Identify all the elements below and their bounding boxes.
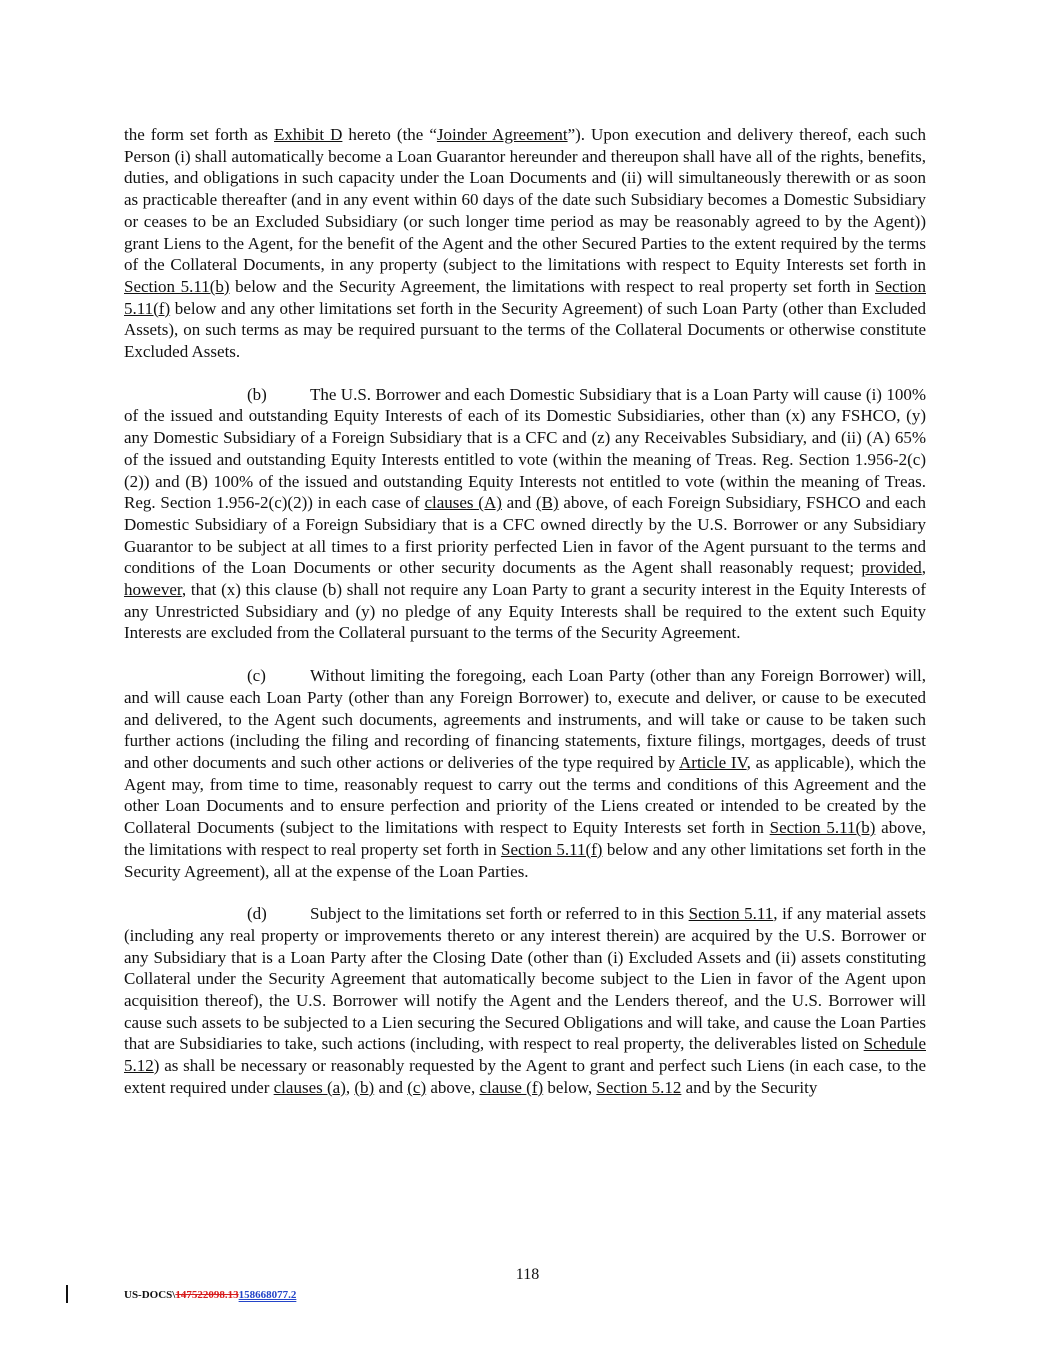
text-run: above, the limitations with respect to real property set forth in bbox=[124, 818, 926, 859]
text-run: ) as shall be necessary or reasonably requested by the Agent to grant and perfect such Liens (in each case, to the extent required under bbox=[124, 1056, 926, 1097]
change-bar bbox=[66, 1285, 68, 1303]
text-run: , that (x) this clause (b) shall not require any Loan Party to grant a security interest in the Equity Interests of any Unrestricted Subsidiary and (y) no pledge of any Equity Interests shall be required to the extent such Equity Interests are excluded from the Collateral pursuant to the terms of the Security Agreement. bbox=[124, 580, 926, 643]
text-run: , bbox=[345, 1077, 355, 1097]
cross-reference: Section 5.11(b) bbox=[769, 818, 876, 838]
text-run: ”). Upon execution and delivery thereof, each such Person (i) shall automatically become a Loan Guarantor hereunder and thereupon shall have all of the rights, benefits, duties, and obligations in such capacity under the Loan Documents and (ii) will simultaneously therewith or as soon as practicable thereafter (and in any event within 60 days of the date such Subsidiary becomes a Domestic Subsidiary or ceases to be an Excluded Subsidiary (or such longer time period as may be reasonably agreed to by the Agent)) grant Liens to the Agent, for the benefit of the Agent and the other Secured Parties to the extent required by the terms of the Collateral Documents, in any property (subject to the limitations with respect to Equity Interests set forth in bbox=[124, 125, 926, 275]
text-run: Subject to the limitations set forth or referred to in this bbox=[310, 904, 689, 924]
cross-reference: Exhibit D bbox=[274, 125, 343, 144]
cross-reference: provided bbox=[861, 558, 922, 578]
paragraph-d bbox=[124, 903, 926, 1098]
text-run: below and any other limitations set forth in the Security Agreement) of such Loan Party (other than Excluded Assets), on such terms as may be required pursuant to the terms of the Collateral Documents or otherwise constitute Excluded Assets. bbox=[124, 298, 926, 362]
cross-reference: however bbox=[124, 580, 182, 600]
cross-reference: Schedule 5.12 bbox=[124, 1034, 926, 1076]
cross-reference: Joinder Agreement bbox=[436, 125, 568, 144]
document-id-footer bbox=[124, 1289, 296, 1301]
cross-reference: clauses (A) bbox=[424, 493, 502, 513]
text-run: , bbox=[921, 558, 926, 578]
text-run: below and any other limitations set forth in the Security Agreement), all at the expense of the Loan Parties. bbox=[124, 839, 926, 881]
cross-reference: Section 5.12 bbox=[596, 1077, 682, 1097]
text-run: hereto (the “ bbox=[342, 125, 437, 144]
paragraph-a-cont bbox=[124, 124, 926, 363]
text-run: and by the Security bbox=[681, 1077, 818, 1097]
text-run: and bbox=[501, 493, 536, 513]
footer-inserted-id: 158668077.2 bbox=[238, 1289, 297, 1301]
text-run: The U.S. Borrower and each Domestic Subsidiary that is a Loan Party will cause (i) 100% of the issued and outstanding Equity Interests of each of its Domestic Subsidiaries, other than (x) any FSHCO, (y) any Domestic Subsidiary of a Foreign Subsidiary that is a CFC and (z) any Receivables Subsidiary, and (ii) (A) 65% of the issued and outstanding Equity Interests entitled to vote (within the meaning of Treas. Reg. Section 1.956-2(c)(2)) and (B) 100% of the issued and outstanding Equity Interests not entitled to vote (within the meaning of Treas. Reg. Section 1.956-2(c)(2)) in each case of bbox=[124, 384, 926, 513]
cross-reference: clause (f) bbox=[479, 1077, 544, 1097]
cross-reference: Article IV bbox=[679, 752, 747, 772]
text-run: and bbox=[374, 1077, 408, 1097]
text-run: the form set forth as bbox=[124, 125, 275, 144]
text-run: below, bbox=[543, 1077, 597, 1097]
clause-label: (d) bbox=[247, 904, 267, 924]
clause-label: (b) bbox=[247, 384, 267, 404]
footer-prefix: US-DOCS\ bbox=[124, 1289, 176, 1301]
text-run: , as applicable), which the Agent may, from time to time, reasonably request to carry out the terms and conditions of this Agreement and the other Loan Documents and to ensure perfection and priority of the Liens created or intended to be created by the Collateral Documents (subject to the limitations with respect to Equity Interests set forth in bbox=[124, 752, 926, 838]
document-body bbox=[124, 124, 926, 1120]
paragraph-c bbox=[124, 665, 926, 882]
clause-label: (c) bbox=[247, 666, 266, 686]
text-run: above, of each Foreign Subsidiary, FSHCO and each Domestic Subsidiary of a Foreign Subsidiary that is a CFC owned directly by the U.S. Borrower or any Subsidiary Guarantor to be subject at all times to a first priority perfected Lien in favor of the Agent pursuant to the terms and conditions of the Loan Documents or other security documents as the Agent shall reasonably request; bbox=[124, 493, 927, 578]
text-run: Without limiting the foregoing, each Loan Party (other than any Foreign Borrower) will, and will cause each Loan Party (other than any Foreign Borrower) to, execute and deliver, or cause to be executed and delivered, to the Agent such documents, agreements and instruments, and will take or cause to be taken such further actions (including the filing and recording of financing statements, fixture filings, mortgages, deeds of trust and other documents and such other actions or deliveries of the type required by bbox=[124, 666, 926, 772]
text-run: above, bbox=[426, 1077, 480, 1097]
cross-reference: (B) bbox=[535, 493, 559, 513]
footer-deleted-id: 147522098.13 bbox=[175, 1289, 239, 1301]
cross-reference: Section 5.11(b) bbox=[124, 276, 230, 296]
cross-reference: Section 5.11 bbox=[688, 904, 774, 924]
cross-reference: (c) bbox=[407, 1077, 427, 1097]
paragraph-b bbox=[124, 384, 926, 644]
text-run: , if any material assets (including any real property or improvements thereto or any interest therein) are acquired by the U.S. Borrower or any Subsidiary that is a Loan Party after the Closing Date (other than (i) Excluded Assets and (ii) assets constituting Collateral under the Security Agreement that automatically become subject to the Lien in favor of the Agent upon acquisition thereof), the U.S. Borrower will notify the Agent and the Lenders thereof, and the U.S. Borrower will cause such assets to be subjected to a Lien securing the Secured Obligations and will take, and cause the Loan Parties that are Subsidiaries to take, such actions (including, with respect to real property, the deliverables listed on bbox=[124, 904, 926, 1054]
cross-reference: Section 5.11(f) bbox=[124, 276, 926, 318]
cross-reference: (b) bbox=[354, 1077, 375, 1097]
page-number: 118 bbox=[515, 1266, 540, 1283]
cross-reference: Section 5.11(f) bbox=[500, 839, 603, 859]
cross-reference: clauses (a) bbox=[273, 1077, 346, 1097]
text-run: below and the Security Agreement, the limitations with respect to real property set forth in bbox=[229, 276, 875, 296]
